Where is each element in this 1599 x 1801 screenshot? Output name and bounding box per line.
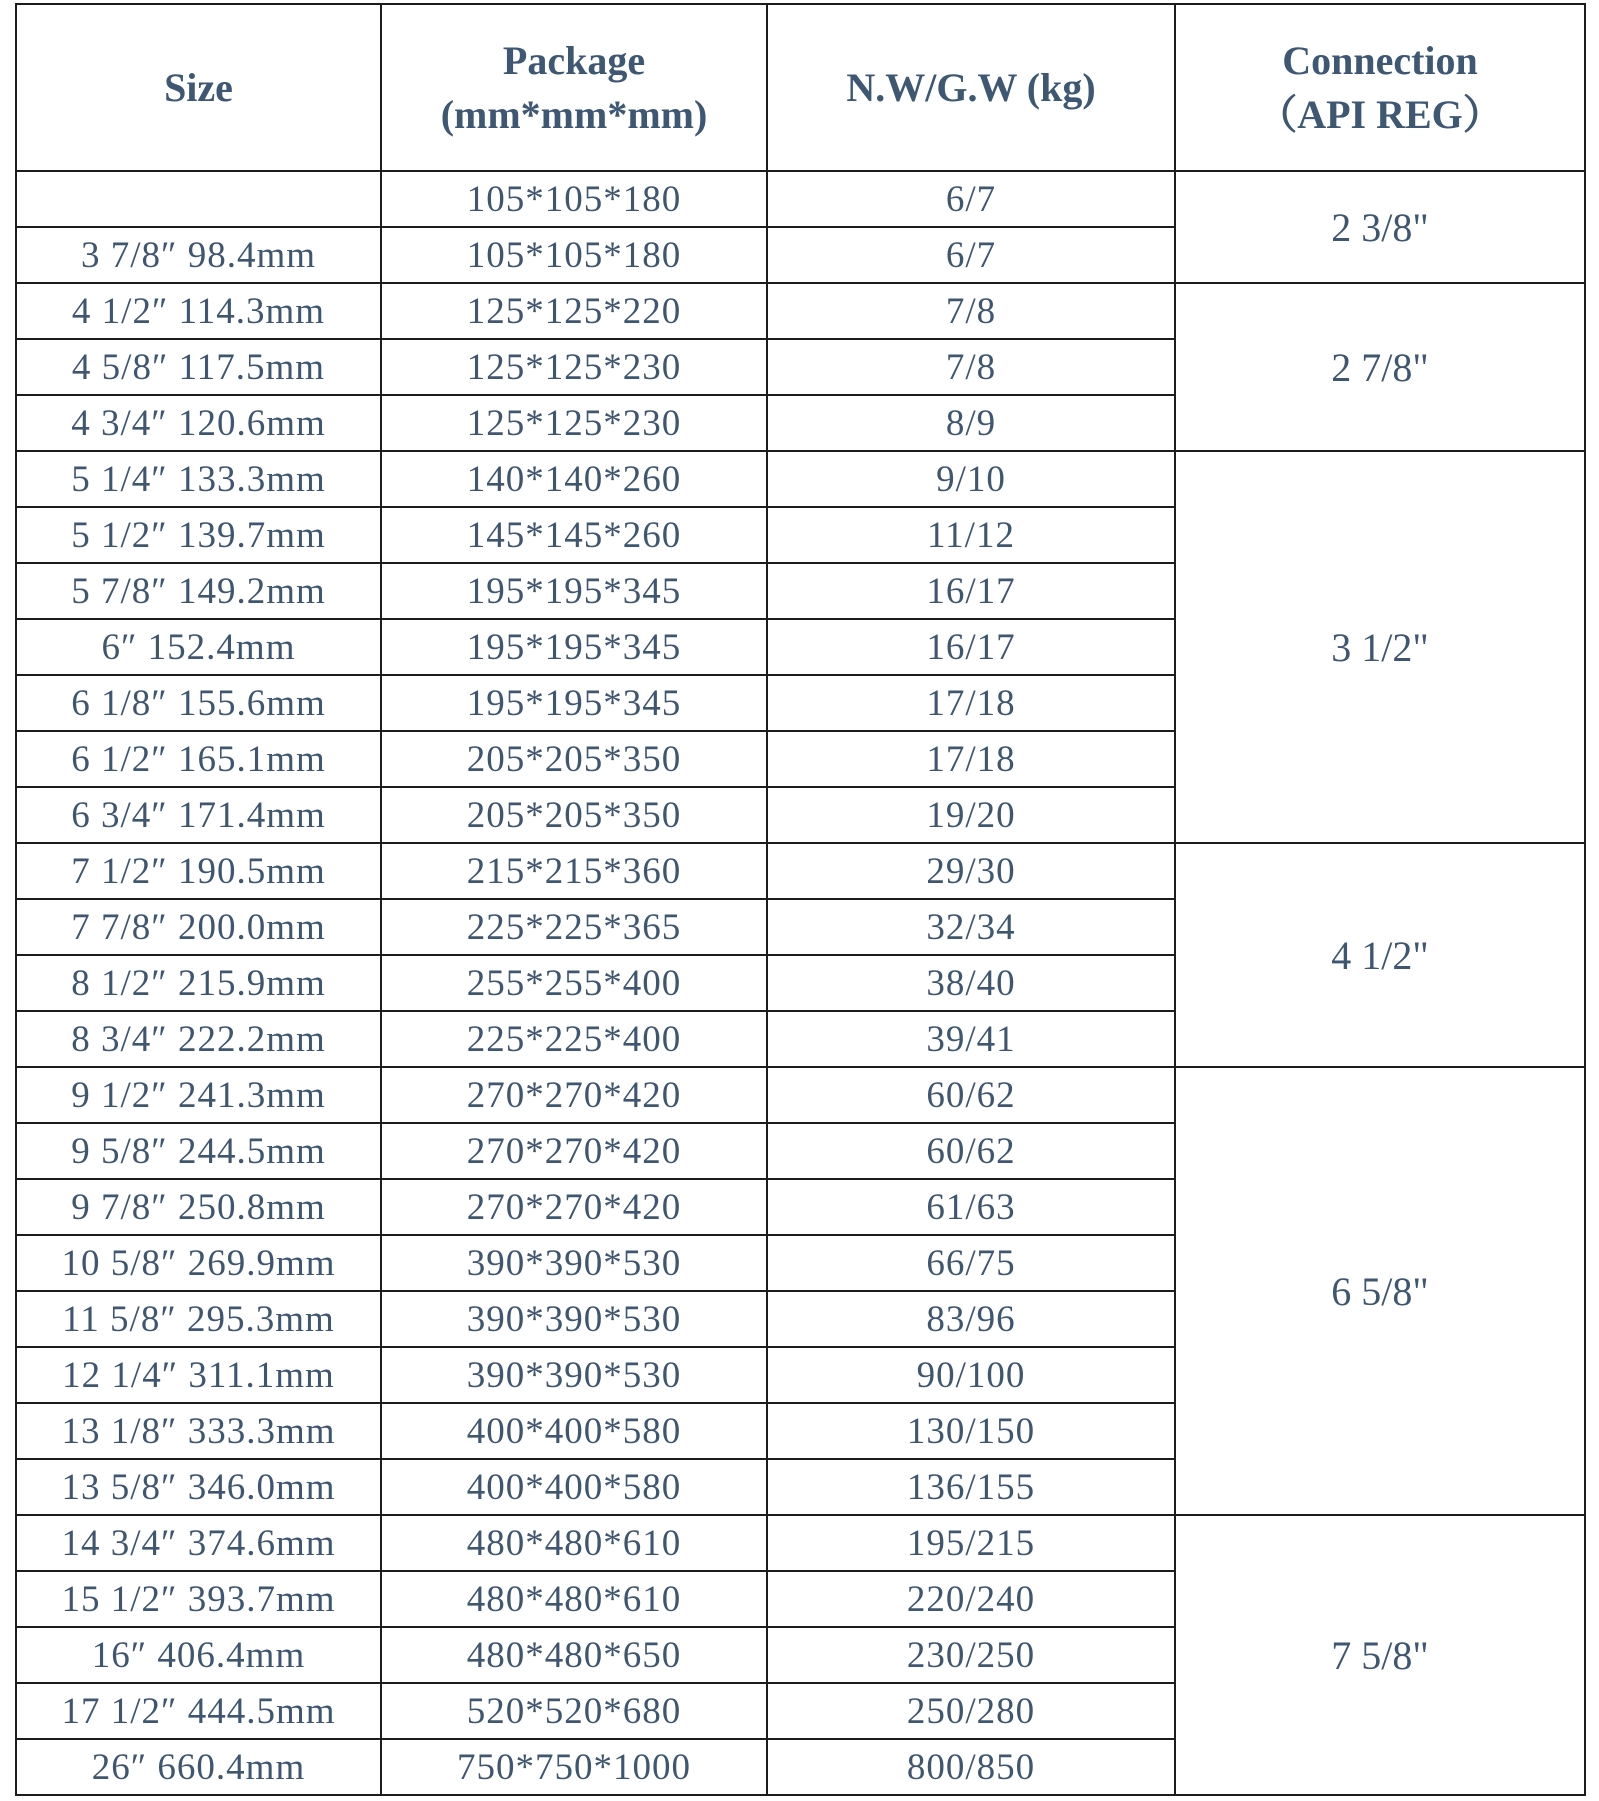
size-cell: 12 1/4″ 311.1mm: [16, 1347, 381, 1403]
weight-cell: 250/280: [767, 1683, 1175, 1739]
package-cell: 390*390*530: [381, 1347, 767, 1403]
weight-cell: 6/7: [767, 171, 1175, 227]
size-cell: 11 5/8″ 295.3mm: [16, 1291, 381, 1347]
size-cell: 14 3/4″ 374.6mm: [16, 1515, 381, 1571]
weight-cell: 38/40: [767, 955, 1175, 1011]
size-cell: 4 5/8″ 117.5mm: [16, 339, 381, 395]
header-connection: [1175, 4, 1585, 171]
package-cell: 480*480*610: [381, 1571, 767, 1627]
package-cell: 195*195*345: [381, 675, 767, 731]
package-cell: 270*270*420: [381, 1179, 767, 1235]
package-cell: 255*255*400: [381, 955, 767, 1011]
weight-cell: 220/240: [767, 1571, 1175, 1627]
table-row: [16, 843, 1585, 899]
weight-cell: 32/34: [767, 899, 1175, 955]
package-cell: 750*750*1000: [381, 1739, 767, 1795]
size-cell: 6 3/4″ 171.4mm: [16, 787, 381, 843]
weight-cell: 9/10: [767, 451, 1175, 507]
size-cell: [16, 171, 381, 227]
package-cell: 195*195*345: [381, 563, 767, 619]
weight-cell: 195/215: [767, 1515, 1175, 1571]
connection-cell: 7 5/8": [1175, 1515, 1585, 1795]
weight-cell: 83/96: [767, 1291, 1175, 1347]
package-cell: 225*225*400: [381, 1011, 767, 1067]
package-cell: 105*105*180: [381, 171, 767, 227]
header-connection-title: Connection: [1282, 37, 1478, 83]
size-cell: 26″ 660.4mm: [16, 1739, 381, 1795]
size-cell: 6″ 152.4mm: [16, 619, 381, 675]
package-cell: 215*215*360: [381, 843, 767, 899]
package-cell: 390*390*530: [381, 1291, 767, 1347]
connection-cell: 2 7/8": [1175, 283, 1585, 451]
weight-cell: 66/75: [767, 1235, 1175, 1291]
weight-cell: 136/155: [767, 1459, 1175, 1515]
connection-cell: 4 1/2": [1175, 843, 1585, 1067]
table-body: [16, 171, 1585, 1795]
weight-cell: 800/850: [767, 1739, 1175, 1795]
package-cell: 225*225*365: [381, 899, 767, 955]
weight-cell: 61/63: [767, 1179, 1175, 1235]
package-cell: 105*105*180: [381, 227, 767, 283]
weight-cell: 6/7: [767, 227, 1175, 283]
size-cell: 4 1/2″ 114.3mm: [16, 283, 381, 339]
header-package: [381, 4, 767, 171]
package-cell: 125*125*230: [381, 339, 767, 395]
package-cell: 520*520*680: [381, 1683, 767, 1739]
size-cell: 5 1/4″ 133.3mm: [16, 451, 381, 507]
header-package-title: Package: [502, 37, 646, 83]
size-cell: 13 1/8″ 333.3mm: [16, 1403, 381, 1459]
package-cell: 400*400*580: [381, 1403, 767, 1459]
package-cell: 145*145*260: [381, 507, 767, 563]
weight-cell: 60/62: [767, 1123, 1175, 1179]
weight-cell: 17/18: [767, 675, 1175, 731]
connection-cell: 3 1/2": [1175, 451, 1585, 843]
size-cell: 17 1/2″ 444.5mm: [16, 1683, 381, 1739]
size-cell: 15 1/2″ 393.7mm: [16, 1571, 381, 1627]
weight-cell: 230/250: [767, 1627, 1175, 1683]
weight-cell: 19/20: [767, 787, 1175, 843]
package-cell: 205*205*350: [381, 731, 767, 787]
package-cell: 125*125*230: [381, 395, 767, 451]
header-row: [16, 4, 1585, 171]
size-cell: 10 5/8″ 269.9mm: [16, 1235, 381, 1291]
package-cell: 270*270*420: [381, 1067, 767, 1123]
size-cell: 5 7/8″ 149.2mm: [16, 563, 381, 619]
weight-cell: 29/30: [767, 843, 1175, 899]
weight-cell: 7/8: [767, 339, 1175, 395]
weight-cell: 16/17: [767, 563, 1175, 619]
header-size: Size: [16, 4, 381, 171]
header-package-unit: (mm*mm*mm): [440, 91, 708, 137]
size-cell: 8 1/2″ 215.9mm: [16, 955, 381, 1011]
weight-cell: 39/41: [767, 1011, 1175, 1067]
package-cell: 400*400*580: [381, 1459, 767, 1515]
size-cell: 4 3/4″ 120.6mm: [16, 395, 381, 451]
package-cell: 480*480*650: [381, 1627, 767, 1683]
connection-cell: 6 5/8": [1175, 1067, 1585, 1515]
weight-cell: 17/18: [767, 731, 1175, 787]
table-row: [16, 283, 1585, 339]
size-cell: 7 1/2″ 190.5mm: [16, 843, 381, 899]
header-weight: N.W/G.W (kg): [767, 4, 1175, 171]
package-cell: 390*390*530: [381, 1235, 767, 1291]
size-cell: 9 1/2″ 241.3mm: [16, 1067, 381, 1123]
weight-cell: 8/9: [767, 395, 1175, 451]
table-row: [16, 1515, 1585, 1571]
size-cell: 13 5/8″ 346.0mm: [16, 1459, 381, 1515]
size-cell: 7 7/8″ 200.0mm: [16, 899, 381, 955]
table-row: [16, 171, 1585, 227]
package-cell: 270*270*420: [381, 1123, 767, 1179]
weight-cell: 90/100: [767, 1347, 1175, 1403]
package-cell: 205*205*350: [381, 787, 767, 843]
connection-cell: 2 3/8": [1175, 171, 1585, 283]
weight-cell: 16/17: [767, 619, 1175, 675]
package-cell: 480*480*610: [381, 1515, 767, 1571]
table-row: [16, 451, 1585, 507]
package-cell: 140*140*260: [381, 451, 767, 507]
weight-cell: 130/150: [767, 1403, 1175, 1459]
size-cell: 6 1/2″ 165.1mm: [16, 731, 381, 787]
weight-cell: 11/12: [767, 507, 1175, 563]
table-row: [16, 1067, 1585, 1123]
weight-cell: 60/62: [767, 1067, 1175, 1123]
size-cell: 9 5/8″ 244.5mm: [16, 1123, 381, 1179]
size-cell: 3 7/8″ 98.4mm: [16, 227, 381, 283]
size-cell: 8 3/4″ 222.2mm: [16, 1011, 381, 1067]
weight-cell: 7/8: [767, 283, 1175, 339]
package-cell: 195*195*345: [381, 619, 767, 675]
size-cell: 5 1/2″ 139.7mm: [16, 507, 381, 563]
spec-table: [15, 3, 1586, 1796]
size-cell: 6 1/8″ 155.6mm: [16, 675, 381, 731]
size-cell: 9 7/8″ 250.8mm: [16, 1179, 381, 1235]
size-cell: 16″ 406.4mm: [16, 1627, 381, 1683]
package-cell: 125*125*220: [381, 283, 767, 339]
header-connection-standard: （API REG）: [1257, 91, 1503, 137]
